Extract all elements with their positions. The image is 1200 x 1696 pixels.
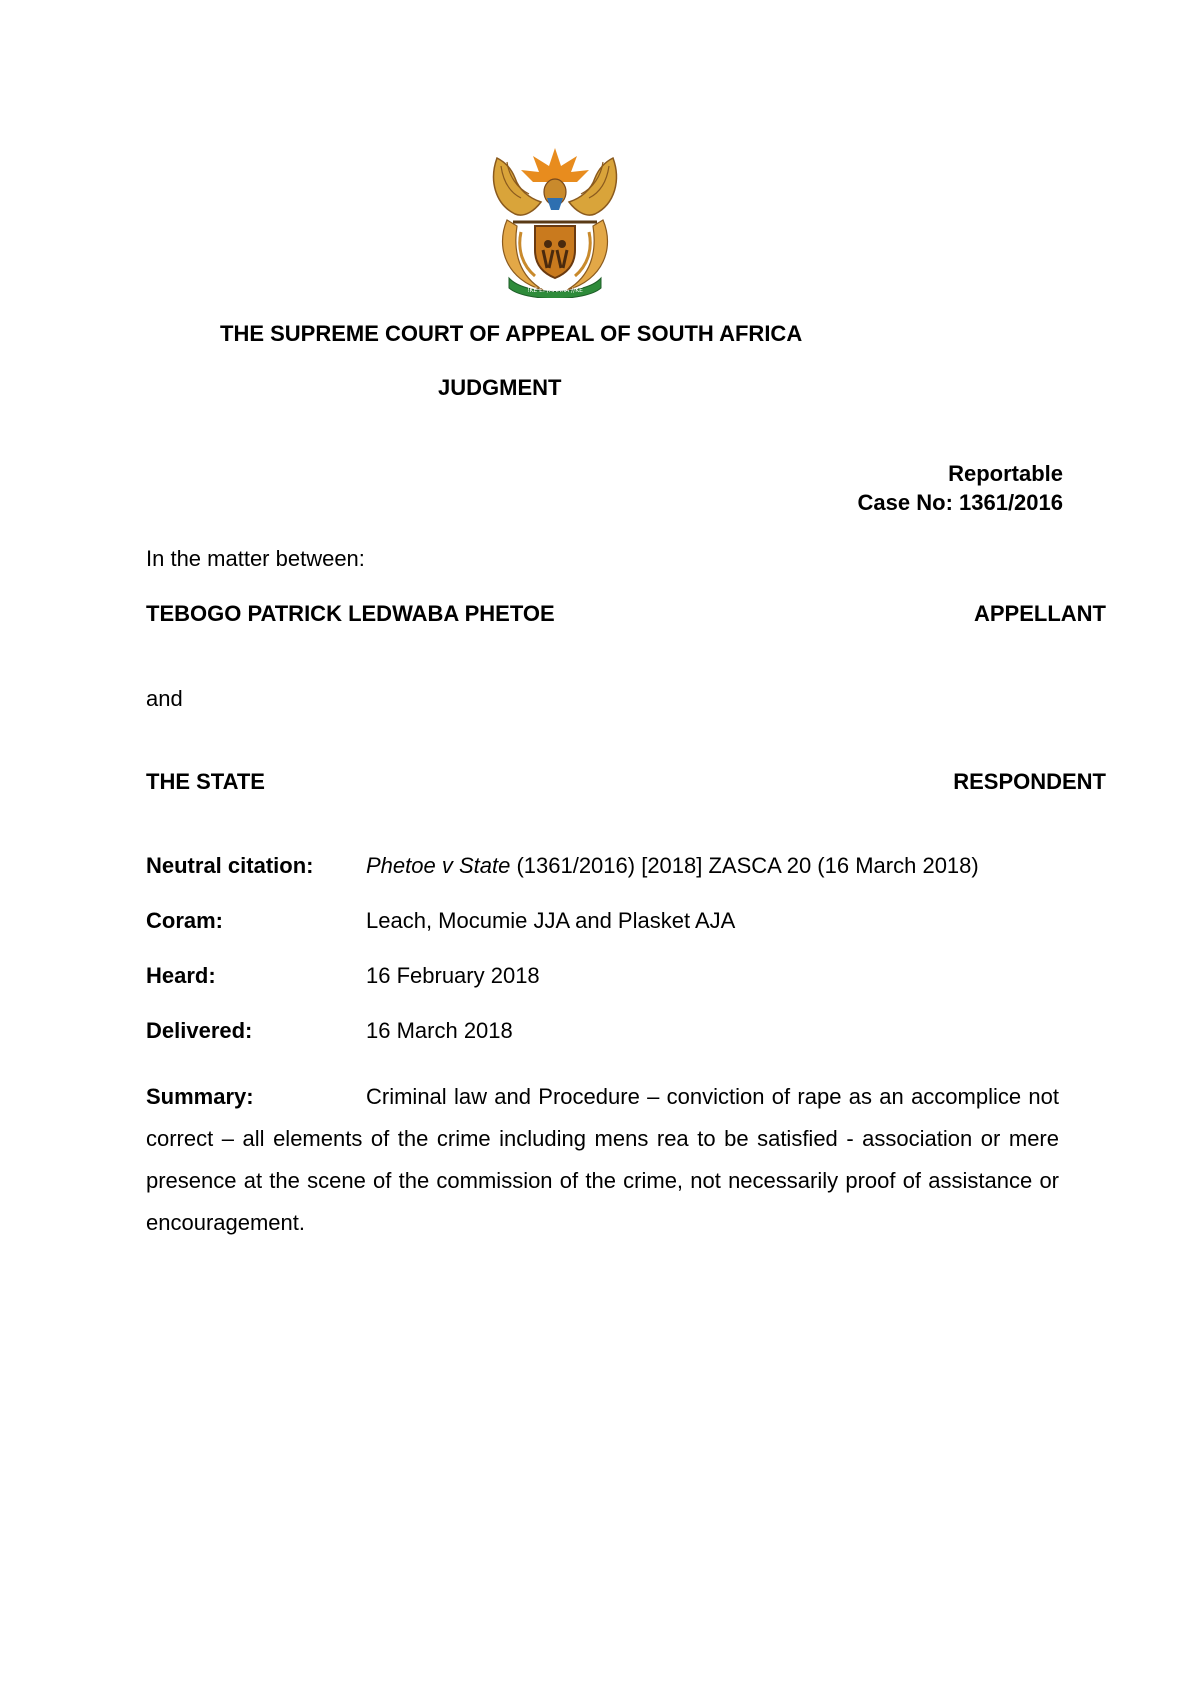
citation-case-name: Phetoe v State	[366, 853, 511, 878]
delivered-label: Delivered:	[146, 1018, 253, 1043]
citation-value	[366, 852, 979, 880]
matter-intro: In the matter between:	[146, 546, 365, 571]
appellant-name: TEBOGO PATRICK LEDWABA PHETOE	[146, 601, 555, 626]
citation-reference: (1361/2016) [2018] ZASCA 20 (16 March 2018)	[510, 853, 979, 878]
delivered-value: 16 March 2018	[366, 1018, 513, 1043]
coram-value: Leach, Mocumie JJA and Plasket AJA	[366, 908, 736, 933]
svg-text:!KE E: /XARRA //KE: !KE E: /XARRA //KE	[527, 287, 583, 294]
parties-conjunction: and	[146, 686, 183, 711]
summary-text: Criminal law and Procedure – conviction of rape as an accomplice not correct – all elements of the crime including mens rea to be satisfied - association or mere presence at the scene of the commission of the crime, not necessarily proof of assistance or encouragement.	[146, 1084, 1059, 1235]
respondent-role: RESPONDENT	[953, 769, 1106, 794]
court-title: THE SUPREME COURT OF APPEAL OF SOUTH AFRICA	[220, 321, 803, 346]
reportable-label: Reportable	[948, 461, 1063, 486]
heard-value: 16 February 2018	[366, 963, 540, 988]
summary-paragraph	[146, 1076, 1059, 1244]
citation-label: Neutral citation:	[146, 853, 314, 878]
respondent-name: THE STATE	[146, 769, 265, 794]
coat-of-arms-icon	[485, 140, 625, 298]
document-type-title: JUDGMENT	[438, 375, 562, 400]
heard-label: Heard:	[146, 963, 216, 988]
case-number: Case No: 1361/2016	[857, 490, 1063, 515]
summary-label: Summary:	[146, 1084, 254, 1109]
coram-label: Coram:	[146, 908, 224, 933]
appellant-role: APPELLANT	[974, 601, 1106, 626]
